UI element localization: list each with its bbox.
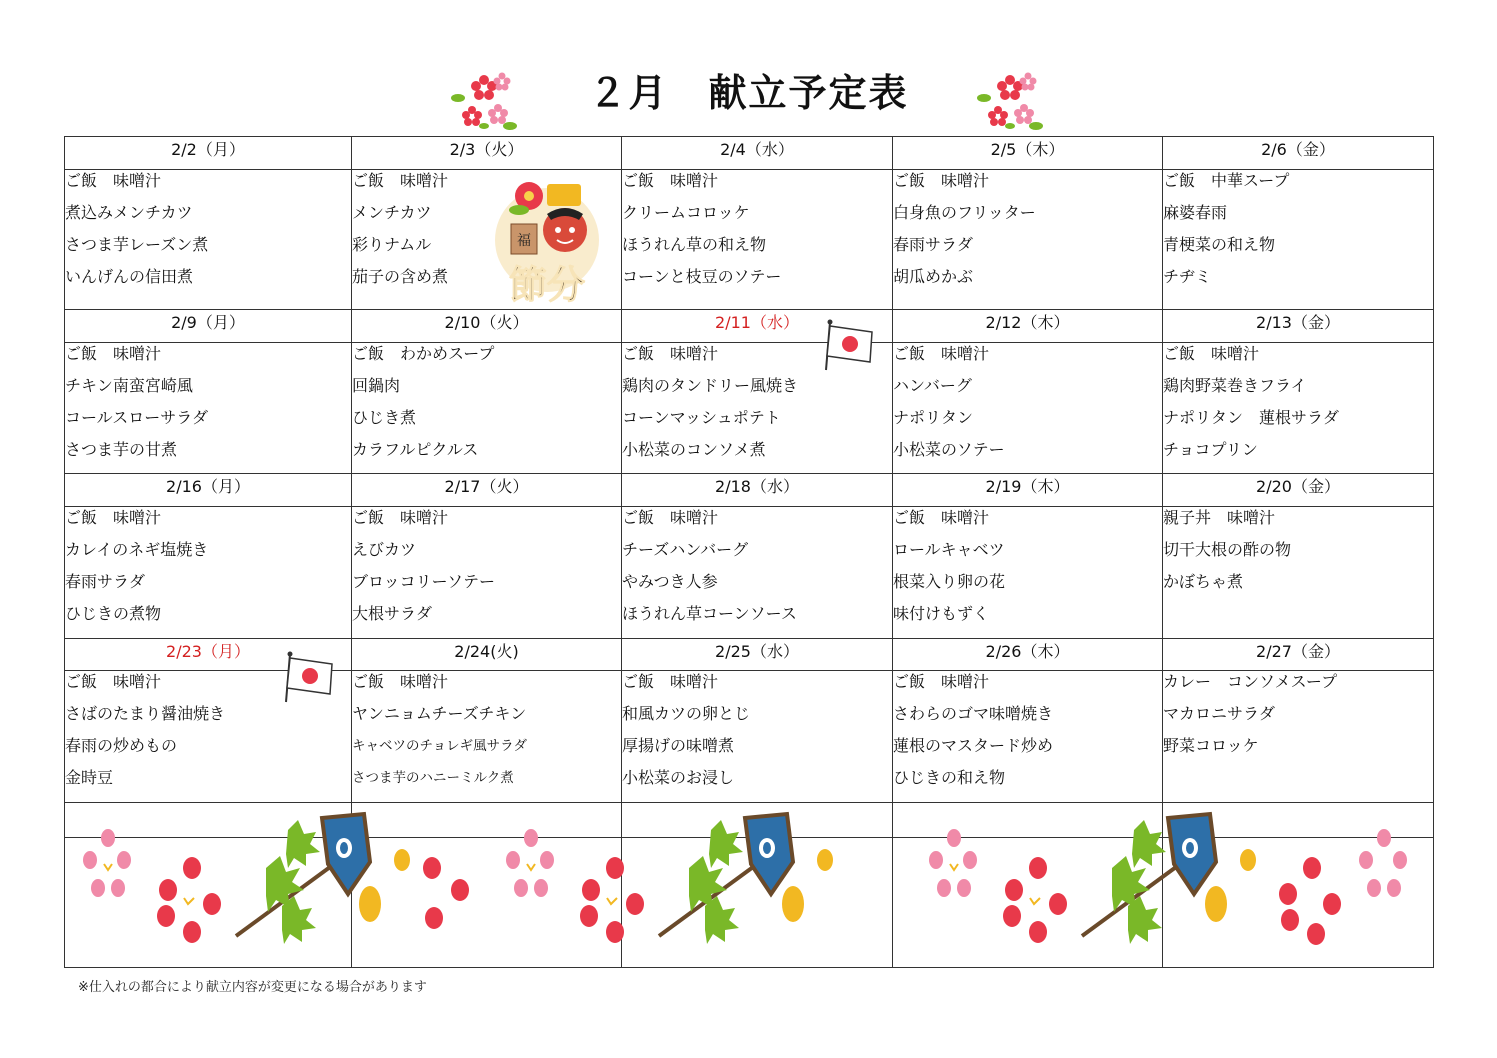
day-menu [1163, 671, 1434, 803]
dish-item: カレイのネギ塩焼き [65, 540, 209, 560]
dish-item: さつま芋のハニーミルク煮 [352, 770, 514, 787]
dish-item: ご飯 味噌汁 [622, 343, 719, 363]
day-menu [65, 169, 352, 310]
dish-item: ひじきの和え物 [893, 768, 1006, 788]
dish-item: ご飯 わかめスープ [352, 343, 495, 363]
footnote: ※仕入れの都合により献立内容が変更になる場合があります [78, 980, 427, 995]
dish-item: キャベツのチョレギ風サラダ [352, 738, 527, 755]
dish-item: ハンバーグ [893, 375, 972, 395]
dish-item: 鶏肉野菜巻きフライ [1163, 375, 1307, 395]
day-menu [622, 169, 893, 310]
date-row [65, 638, 1434, 671]
dish-row [65, 671, 1434, 803]
dish-item: ご飯 味噌汁 [893, 170, 990, 190]
date-header: 2/5（木） [893, 137, 1163, 170]
date-header: 2/18（水） [622, 474, 893, 507]
dish-item: クリームコロッケ [622, 202, 750, 222]
day-menu [893, 671, 1163, 803]
dish-item: マカロニサラダ [1163, 704, 1275, 724]
dish-item: ご飯 味噌汁 [893, 343, 990, 363]
dish-item: 野菜コロッケ [1163, 736, 1259, 756]
date-header: 2/24(火) [352, 638, 622, 671]
dish-item: 厚揚げの味噌煮 [622, 736, 735, 756]
dish-item: やみつき人参 [622, 572, 718, 592]
date-header: 2/9（月） [65, 310, 352, 343]
dish-item: えびカツ [352, 540, 417, 560]
day-menu [352, 671, 622, 803]
dish-item: ご飯 味噌汁 [622, 672, 719, 692]
dish-item: ほうれん草の和え物 [622, 234, 767, 254]
dish-item: ご飯 味噌汁 [352, 170, 449, 190]
date-header: 2/6（金） [1163, 137, 1434, 170]
date-header: 2/10（火） [352, 310, 622, 343]
dish-item: ブロッコリーソテー [352, 572, 496, 592]
dish-item: ほうれん草コーンソース [622, 604, 797, 624]
dish-item: 春雨の炒めもの [65, 736, 178, 756]
dish-item: ナポリタン [893, 407, 974, 427]
dish-item: 回鍋肉 [352, 375, 401, 395]
dish-item: いんげんの信田煮 [65, 266, 194, 286]
dish-item: ご飯 味噌汁 [352, 672, 449, 692]
dish-item: コールスローサラダ [65, 407, 209, 427]
dish-item: ご飯 味噌汁 [65, 343, 162, 363]
dish-item: 春雨サラダ [893, 234, 973, 254]
day-menu [352, 507, 622, 639]
dish-item: ご飯 中華スープ [1163, 170, 1290, 190]
dish-item: チキン南蛮宮崎風 [65, 375, 193, 395]
dish-item: 煮込みメンチカツ [65, 202, 193, 222]
dish-item: ひじき煮 [352, 407, 417, 427]
dish-item: ご飯 味噌汁 [65, 672, 162, 692]
date-header: 2/3（火） [352, 137, 622, 170]
dish-item: メンチカツ [352, 202, 432, 222]
dish-item: ロールキャベツ [893, 540, 1005, 560]
date-header: 2/13（金） [1163, 310, 1434, 343]
date-row [65, 310, 1434, 343]
plum-blossom-icon [450, 66, 520, 132]
date-row [65, 474, 1434, 507]
day-menu [352, 342, 622, 474]
date-header: 2/17（火） [352, 474, 622, 507]
day-menu [622, 507, 893, 639]
day-menu [893, 342, 1163, 474]
date-header: 2/4（水） [622, 137, 893, 170]
day-menu [893, 507, 1163, 639]
dish-item: ナポリタン 蓮根サラダ [1163, 407, 1339, 427]
dish-item: 小松菜のお浸し [622, 768, 735, 788]
date-header-holiday: 2/11（水） [622, 310, 893, 343]
japan-flag-icon [824, 318, 876, 372]
dish-row [65, 507, 1434, 639]
day-menu [622, 671, 893, 803]
dish-item: さばのたまり醤油焼き [65, 704, 226, 724]
svg-text:福: 福 [517, 233, 531, 249]
dish-item: 根菜入り卵の花 [893, 572, 1006, 592]
dish-item: さつま芋の甘煮 [65, 439, 178, 459]
dish-item: 小松菜のコンソメ煮 [622, 439, 766, 459]
dish-item: 大根サラダ [352, 604, 432, 624]
dish-item: かぼちゃ煮 [1163, 572, 1244, 592]
page-title: ２月 献立予定表 [588, 71, 909, 115]
dish-item: ご飯 味噌汁 [1163, 343, 1260, 363]
day-menu [1163, 169, 1434, 310]
dish-item: ご飯 味噌汁 [352, 508, 449, 528]
dish-item: カレー コンソメスープ [1163, 672, 1338, 692]
dish-item: 麻婆春雨 [1163, 202, 1228, 222]
plum-blossom-icon [976, 66, 1046, 132]
dish-item: チヂミ [1163, 266, 1212, 286]
dish-item: 鶏肉のタンドリー風焼き [622, 375, 799, 395]
dish-item: さわらのゴマ味噌焼き [893, 704, 1054, 724]
dish-item: さつま芋レーズン煮 [65, 234, 209, 254]
dish-item: ご飯 味噌汁 [622, 170, 719, 190]
date-header: 2/2（月） [65, 137, 352, 170]
dish-item: ご飯 味噌汁 [65, 170, 162, 190]
dish-item: 青梗菜の和え物 [1163, 234, 1276, 254]
dish-item: ひじきの煮物 [65, 604, 162, 624]
dish-item: 彩りナムル [352, 234, 432, 254]
dish-item: ご飯 味噌汁 [893, 508, 990, 528]
day-menu [65, 507, 352, 639]
dish-item: 白身魚のフリッター [893, 202, 1036, 222]
dish-item: ご飯 味噌汁 [893, 672, 990, 692]
dish-item: 胡瓜めかぶ [893, 266, 974, 286]
dish-item: コーンと枝豆のソテー [622, 266, 782, 286]
dish-row [65, 169, 1434, 310]
day-menu [65, 342, 352, 474]
setsubun-oni-icon [489, 180, 609, 308]
date-header: 2/26（木） [893, 638, 1163, 671]
date-header: 2/27（金） [1163, 638, 1434, 671]
dish-row [65, 342, 1434, 474]
dish-item: 小松菜のソテー [893, 439, 1005, 459]
day-menu [1163, 342, 1434, 474]
dish-item: ヤンニョムチーズチキン [352, 704, 527, 724]
dish-item: ご飯 味噌汁 [622, 508, 719, 528]
dish-item: 金時豆 [65, 768, 114, 788]
dish-item: チーズハンバーグ [622, 540, 749, 560]
dish-item: ご飯 味噌汁 [65, 508, 162, 528]
date-header: 2/12（木） [893, 310, 1163, 343]
dish-item: 茄子の含め煮 [352, 266, 449, 286]
japan-flag-icon [284, 650, 336, 704]
dish-item: カラフルピクルス [352, 439, 479, 459]
date-header-holiday: 2/23（月） [65, 638, 352, 671]
svg-text:節分: 節分 [508, 263, 586, 307]
dish-item: 親子丼 味噌汁 [1163, 508, 1276, 528]
day-menu [893, 169, 1163, 310]
setsubun-border-decoration [66, 808, 1432, 960]
dish-item: 蓮根のマスタード炒め [893, 736, 1054, 756]
dish-item: コーンマッシュポテト [622, 407, 781, 427]
date-header: 2/19（木） [893, 474, 1163, 507]
dish-item: 切干大根の酢の物 [1163, 540, 1292, 560]
day-menu [1163, 507, 1434, 639]
dish-item: 春雨サラダ [65, 572, 145, 592]
date-row [65, 137, 1434, 170]
date-header: 2/16（月） [65, 474, 352, 507]
dish-item: チョコプリン [1163, 439, 1258, 459]
date-header: 2/25（水） [622, 638, 893, 671]
dish-item: 和風カツの卵とじ [622, 704, 751, 724]
dish-item: 味付けもずく [893, 604, 990, 624]
date-header: 2/20（金） [1163, 474, 1434, 507]
